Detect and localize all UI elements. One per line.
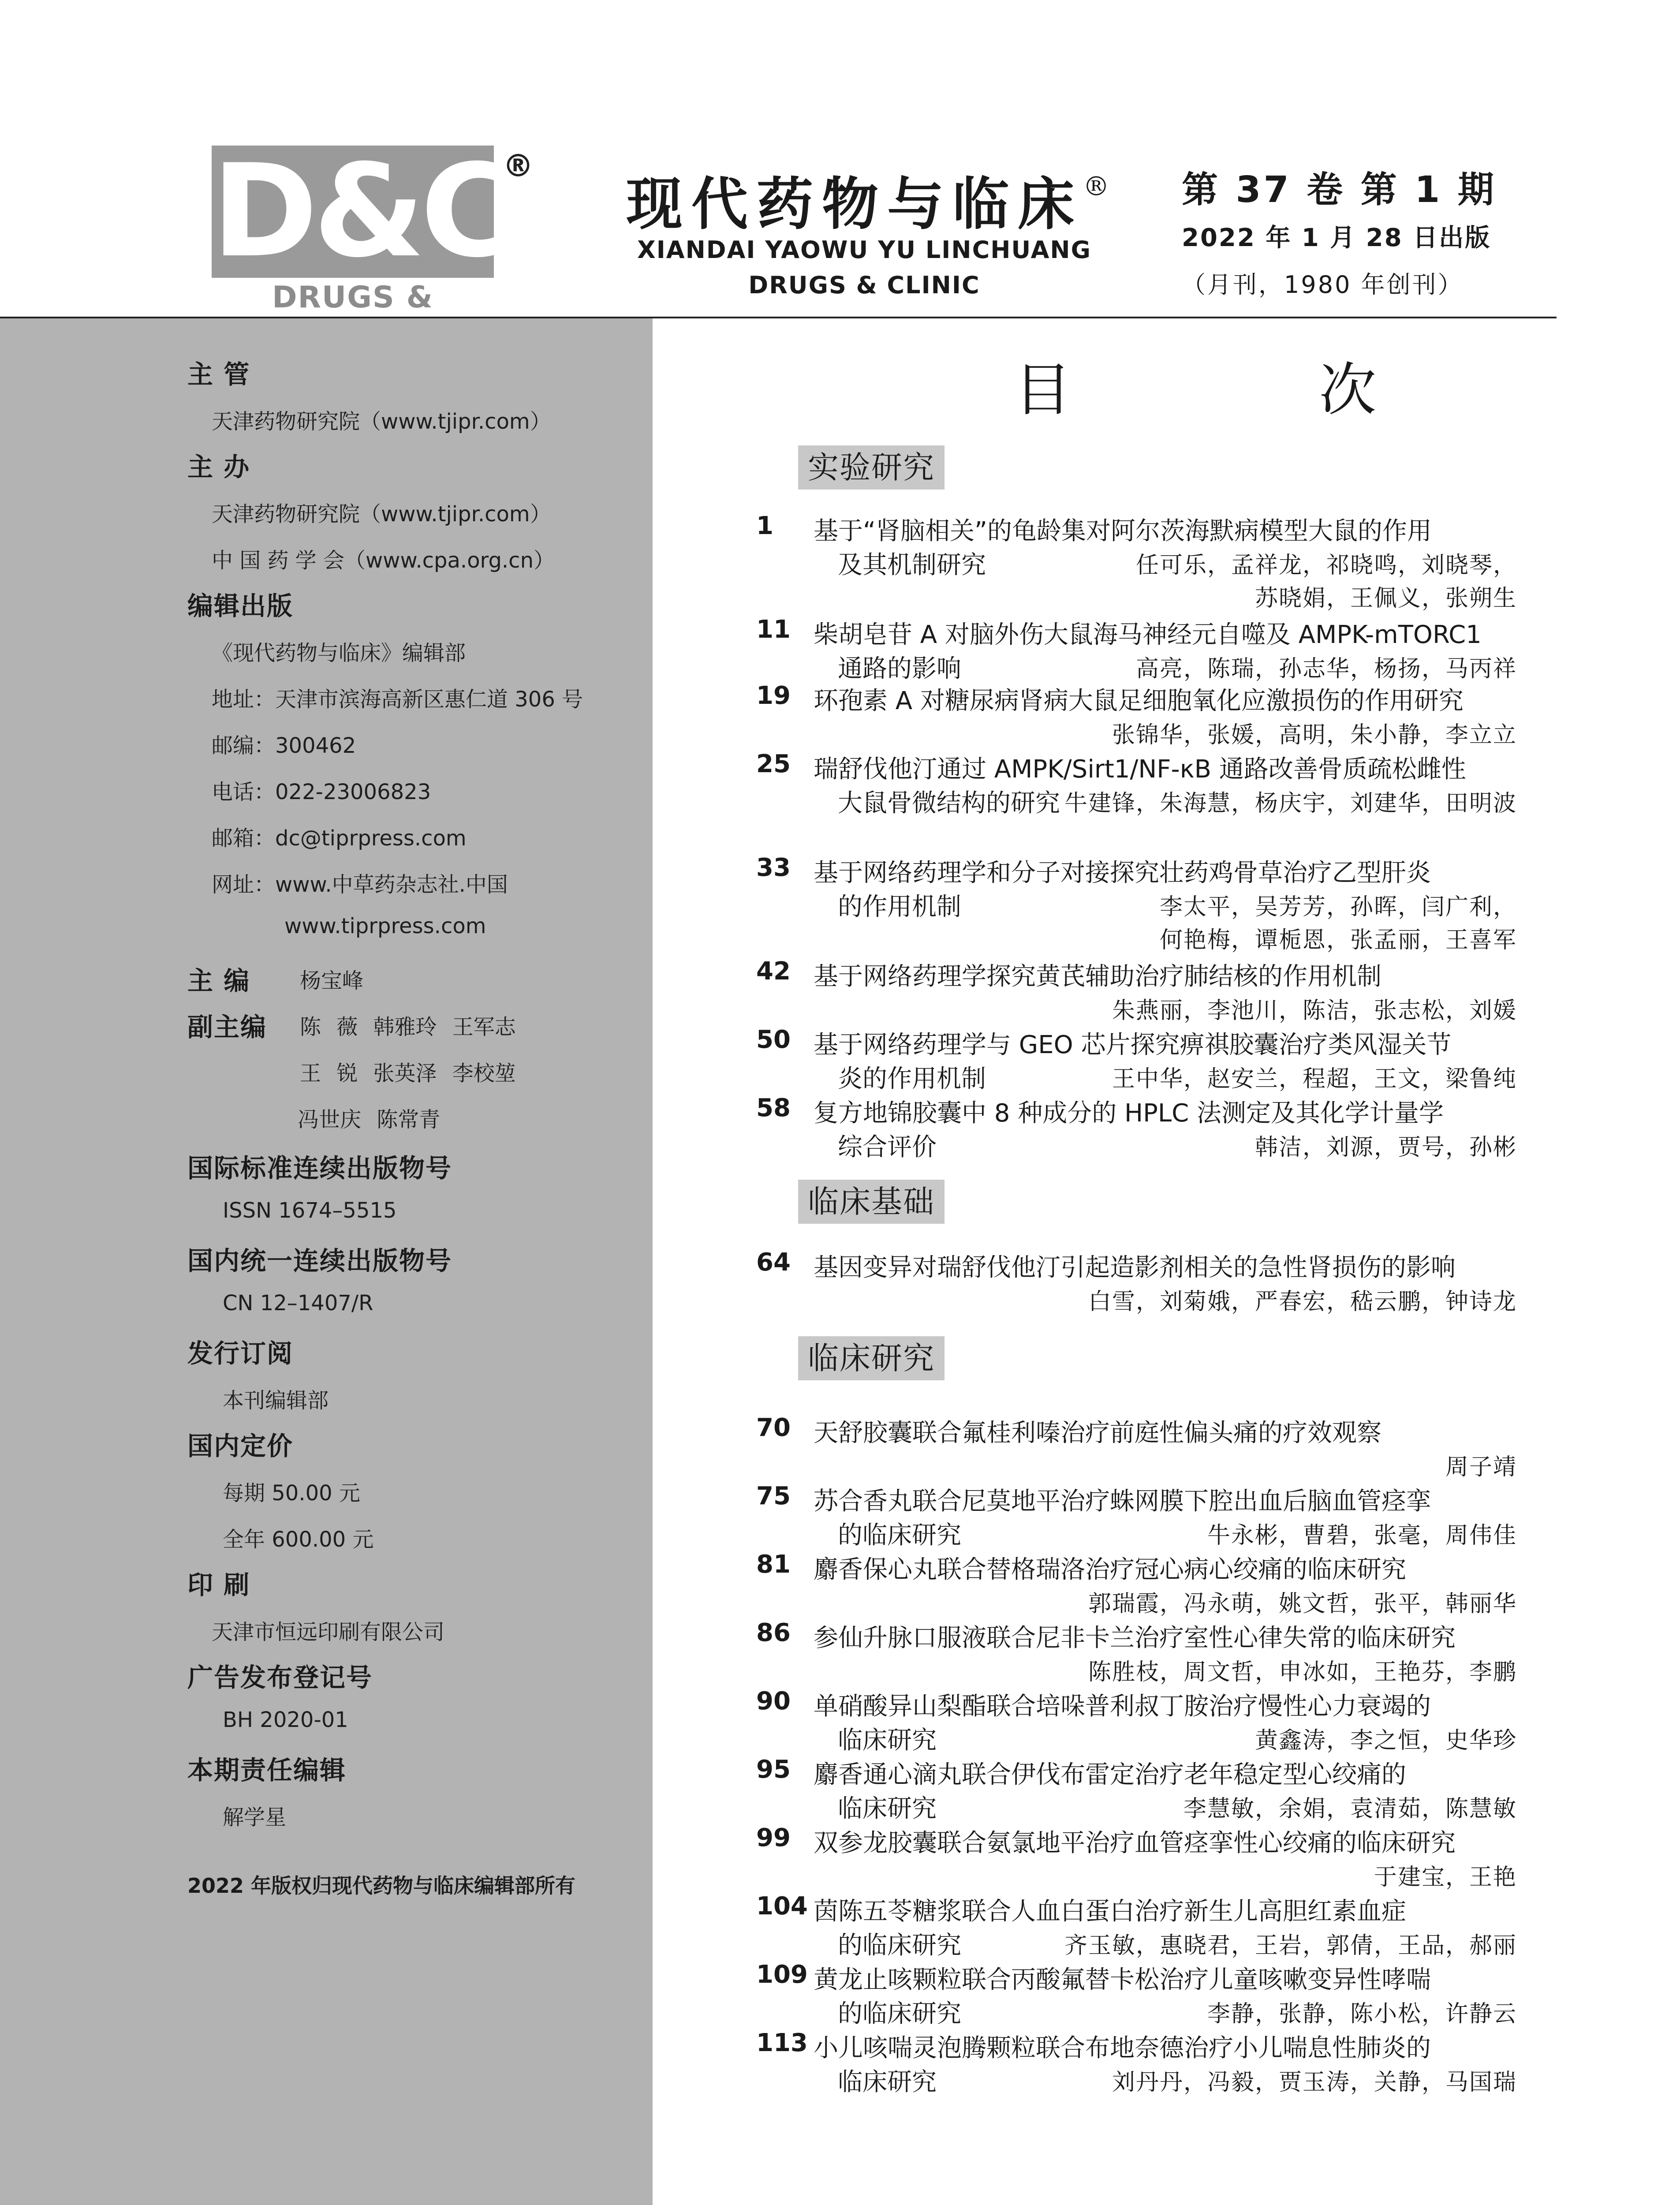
supervisor-value: 天津药物研究院（www.tjipr.com） — [212, 409, 551, 434]
distribution-value: 本刊编辑部 — [223, 1388, 329, 1413]
article-authors-cont: 苏晓娟，王佩义，张朔生 — [1254, 585, 1517, 612]
article-authors: 李太平，吴芳芳，孙晖，闫广利， — [1159, 894, 1517, 920]
article-authors: 李静，张静，陈小松，许静云 — [1207, 2001, 1517, 2027]
article-authors: 高亮，陈瑞，孙志华，杨扬，马丙祥 — [1135, 656, 1517, 682]
article-page-number: 58 — [756, 1094, 791, 1122]
volume-issue: 第 37 卷 第 1 期 — [1182, 169, 1497, 211]
responsible-editor-label: 本期责任编辑 — [187, 1755, 347, 1785]
journal-title-text: 现代药物与临床 — [626, 171, 1083, 237]
printing-label: 印 刷 — [187, 1570, 250, 1600]
article-title-line-1: 复方地锦胶囊中 8 种成分的 HPLC 法测定及其化学计量学 — [814, 1099, 1444, 1128]
title-registered-mark: ® — [1083, 171, 1119, 202]
article-page-number: 64 — [756, 1248, 791, 1277]
editing-label: 编辑出版 — [187, 591, 294, 621]
article-authors: 牛建锋，朱海慧，杨庆宇，刘建华，田明波 — [1064, 790, 1517, 817]
article-title-line-2: 通路的影响 — [838, 654, 961, 683]
article-authors: 王中华，赵安兰，程超，王文，梁鲁纯 — [1112, 1066, 1517, 1092]
logo-subtitle: DRUGS & — [272, 280, 433, 315]
article-authors: 白雪，刘菊娥，严春宏，嵇云鹏，钟诗龙 — [1088, 1289, 1517, 1315]
article-title-line-1: 茵陈五苓糖浆联合人血白蛋白治疗新生儿高胆红素血症 — [814, 1897, 1406, 1926]
article-title-line-1: 麝香通心滴丸联合伊伐布雷定治疗老年稳定型心绞痛的 — [814, 1760, 1406, 1789]
article-title-line-2: 的临床研究 — [838, 1931, 961, 1960]
website-1: 网址：www.中草药杂志社.中国 — [212, 872, 508, 897]
article-page-number: 81 — [756, 1550, 791, 1579]
ad-license-number: BH 2020-01 — [223, 1708, 348, 1732]
article-title-line-1: 基于“肾脑相关”的龟龄集对阿尔茨海默病模型大鼠的作用 — [814, 517, 1432, 546]
founded-note: （月刊，1980 年创刊） — [1182, 271, 1463, 299]
article-authors: 朱燕丽，李池川，陈洁，张志松，刘媛 — [1112, 998, 1517, 1024]
article-authors: 黄鑫涛，李之恒，史华珍 — [1254, 1727, 1517, 1754]
article-title-line-2: 的临床研究 — [838, 1521, 961, 1550]
chief-editor: 杨宝峰 — [300, 968, 364, 993]
section-heading: 临床基础 — [798, 1180, 945, 1224]
article-page-number: 86 — [756, 1618, 791, 1647]
journal-title-cn — [626, 159, 1120, 240]
article-authors: 刘丹丹，冯毅，贾玉涛，关静，马国瑞 — [1112, 2069, 1517, 2096]
article-page-number: 95 — [756, 1755, 791, 1784]
article-title-line-1: 黄龙止咳颗粒联合丙酸氟替卡松治疗儿童咳嗽变异性哮喘 — [814, 1966, 1431, 1994]
article-authors: 韩洁，刘源，贾号，孙彬 — [1254, 1134, 1517, 1161]
logo-registered-mark: ® — [503, 148, 534, 184]
article-authors: 陈胜枝，周文哲，申冰如，王艳芬，李鹏 — [1088, 1659, 1517, 1686]
article-page-number: 75 — [756, 1482, 791, 1510]
article-page-number: 104 — [756, 1892, 808, 1921]
article-page-number: 11 — [756, 615, 791, 644]
price-label: 国内定价 — [187, 1431, 294, 1461]
logo-mark: D&C — [212, 137, 510, 286]
article-authors: 于建宝，王艳 — [1374, 1864, 1517, 1891]
copyright-notice: 2022 年版权归现代药物与临床编辑部所有 — [187, 1874, 576, 1898]
deputy-editors-row-3: 冯世庆 陈常青 — [298, 1107, 441, 1132]
supervisor-label: 主 管 — [187, 359, 250, 389]
price-per-year: 全年 600.00 元 — [223, 1527, 374, 1552]
article-title-line-1: 小儿咳喘灵泡腾颗粒联合布地奈德治疗小儿喘息性肺炎的 — [814, 2034, 1431, 2063]
article-title-line-2: 临床研究 — [838, 1794, 937, 1823]
article-title-line-2: 的作用机制 — [838, 893, 961, 921]
article-title-line-2: 临床研究 — [838, 2068, 937, 2097]
cn-value: CN 12–1407/R — [223, 1291, 373, 1316]
article-title-line-1: 基于网络药理学和分子对接探究壮药鸡骨草治疗乙型肝炎 — [814, 859, 1431, 887]
article-authors: 齐玉敏，惠晓君，王岩，郭倩，王品，郝丽 — [1064, 1932, 1517, 1959]
sponsor-value-2: 中 国 药 学 会（www.cpa.org.cn） — [212, 548, 555, 573]
issn-value: ISSN 1674–5515 — [223, 1198, 397, 1223]
article-authors: 郭瑞霞，冯永萌，姚文哲，张平，韩丽华 — [1088, 1591, 1517, 1617]
article-title-line-2: 综合评价 — [838, 1133, 937, 1162]
journal-title-en: DRUGS & CLINIC — [748, 271, 980, 299]
address: 地址：天津市滨海高新区惠仁道 306 号 — [212, 687, 583, 712]
article-title-line-1: 双参龙胶囊联合氨氯地平治疗血管痉挛性心绞痛的临床研究 — [814, 1829, 1456, 1857]
article-title-line-1: 单硝酸异山梨酯联合培哚普利叔丁胺治疗慢性心力衰竭的 — [814, 1692, 1431, 1721]
article-authors: 牛永彬，曹碧，张毫，周伟佳 — [1207, 1522, 1517, 1549]
article-title-line-2: 及其机制研究 — [838, 551, 986, 579]
article-title-line-1: 基于网络药理学与 GEO 芯片探究痹祺胶囊治疗类风湿关节 — [814, 1031, 1452, 1059]
article-title-line-2: 临床研究 — [838, 1726, 937, 1755]
price-per-issue: 每期 50.00 元 — [223, 1481, 360, 1506]
article-title-line-1: 天舒胶囊联合氟桂利嗪治疗前庭性偏头痛的疗效观察 — [814, 1419, 1381, 1447]
article-page-number: 42 — [756, 957, 791, 986]
article-title-line-2: 大鼠骨微结构的研究 — [838, 789, 1060, 818]
publication-date: 2022 年 1 月 28 日出版 — [1182, 224, 1491, 252]
ad-license-label: 广告发布登记号 — [187, 1663, 373, 1693]
journal-logo — [212, 137, 556, 315]
article-title-line-1: 苏合香丸联合尼莫地平治疗蛛网膜下腔出血后脑血管痉挛 — [814, 1487, 1431, 1516]
issn-label: 国际标准连续出版物号 — [187, 1153, 452, 1183]
website-2: www.tiprpress.com — [284, 914, 486, 938]
journal-title-pinyin: XIANDAI YAOWU YU LINCHUANG — [637, 236, 1091, 264]
article-title-line-2: 的临床研究 — [838, 1999, 961, 2028]
article-page-number: 19 — [756, 681, 791, 710]
article-page-number: 113 — [756, 2029, 808, 2057]
distribution-label: 发行订阅 — [187, 1338, 294, 1368]
masthead-sidebar — [0, 318, 653, 2205]
deputy-editors-row-1: 陈 薇 韩雅玲 王军志 — [300, 1015, 516, 1039]
article-title-line-1: 基于网络药理学探究黄芪辅助治疗肺结核的作用机制 — [814, 962, 1381, 991]
article-authors: 周子靖 — [1445, 1454, 1517, 1480]
article-title-line-1: 环孢素 A 对糖尿病肾病大鼠足细胞氧化应激损伤的作用研究 — [814, 687, 1463, 715]
article-title-line-2: 炎的作用机制 — [838, 1065, 986, 1093]
article-page-number: 99 — [756, 1824, 791, 1852]
article-title-line-1: 柴胡皂苷 A 对脑外伤大鼠海马神经元自噬及 AMPK-mTORC1 — [814, 620, 1482, 649]
article-title-line-1: 基因变异对瑞舒伐他汀引起造影剂相关的急性肾损伤的影响 — [814, 1253, 1456, 1282]
article-authors: 张锦华，张媛，高明，朱小静，李立立 — [1112, 722, 1517, 748]
phone: 电话：022-23006823 — [212, 780, 431, 804]
article-page-number: 109 — [756, 1960, 808, 1989]
sponsor-value-1: 天津药物研究院（www.tjipr.com） — [212, 502, 551, 527]
contents-title: 目 次 — [1014, 356, 1491, 423]
printer: 天津市恒远印刷有限公司 — [212, 1620, 445, 1644]
email: 邮箱：dc@tiprpress.com — [212, 826, 467, 851]
article-authors-cont: 何艳梅，谭栀恩，张孟丽，王喜军 — [1159, 927, 1517, 953]
article-page-number: 25 — [756, 750, 791, 778]
cn-label: 国内统一连续出版物号 — [187, 1246, 452, 1276]
editing-office: 《现代药物与临床》编辑部 — [212, 641, 466, 665]
article-authors: 任可乐，孟祥龙，祁晓鸣，刘晓琴， — [1135, 552, 1517, 579]
article-title-line-1: 瑞舒伐他汀通过 AMPK/Sirt1/NF-κB 通路改善骨质疏松雌性 — [814, 755, 1466, 784]
postcode: 邮编：300462 — [212, 733, 356, 758]
article-authors: 李慧敏，余娟，袁清茹，陈慧敏 — [1183, 1796, 1517, 1822]
deputy-editors-row-2: 王 锐 张英泽 李校堃 — [300, 1061, 516, 1086]
article-title-line-1: 参仙升脉口服液联合尼非卡兰治疗室性心律失常的临床研究 — [814, 1624, 1456, 1652]
section-heading: 临床研究 — [798, 1336, 945, 1380]
responsible-editor: 解学星 — [223, 1805, 287, 1830]
deputy-editor-label: 副主编 — [187, 1012, 267, 1042]
article-title-line-1: 麝香保心丸联合替格瑞洛治疗冠心病心绞痛的临床研究 — [814, 1555, 1406, 1584]
article-page-number: 1 — [756, 512, 773, 540]
article-page-number: 50 — [756, 1025, 791, 1054]
article-page-number: 70 — [756, 1413, 791, 1442]
article-page-number: 33 — [756, 853, 791, 882]
section-heading: 实验研究 — [798, 445, 945, 490]
sponsor-label: 主 办 — [187, 452, 250, 482]
article-page-number: 90 — [756, 1687, 791, 1715]
chief-editor-label: 主 编 — [187, 966, 250, 996]
